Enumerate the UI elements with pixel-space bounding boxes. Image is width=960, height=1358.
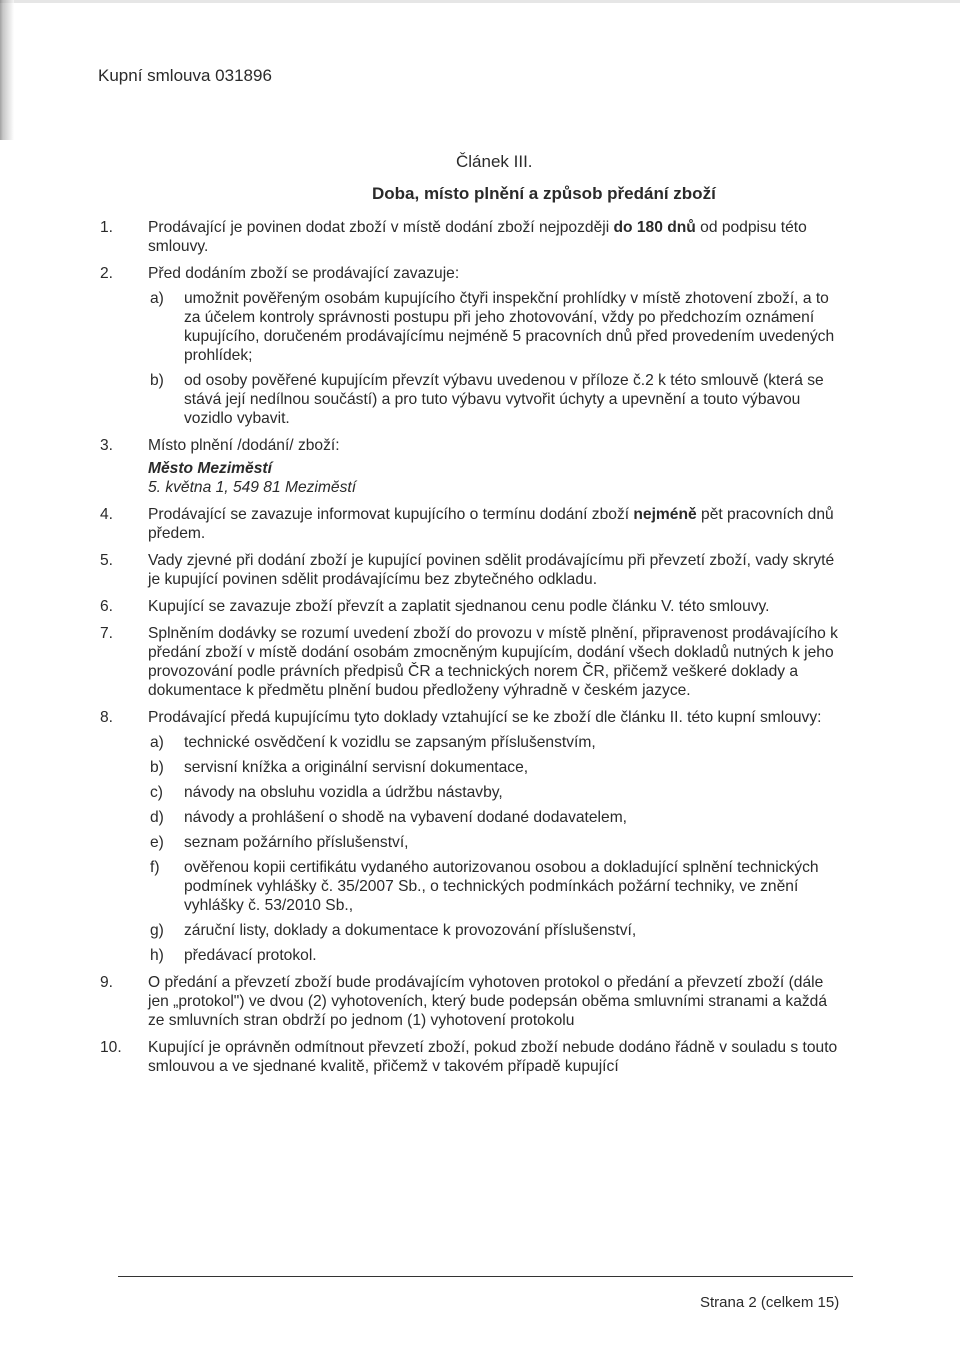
clause-number: 8.	[100, 709, 114, 726]
clause-2	[100, 264, 840, 428]
list-item-text: servisní knížka a originální servisní dokumentace,	[184, 759, 529, 776]
list-item-text: předávací protokol.	[184, 947, 317, 964]
list-item-text: seznam požárního příslušenství,	[184, 834, 409, 851]
clause-4	[100, 505, 840, 543]
clause-text: Před dodáním zboží se prodávající zavazuje:	[148, 265, 460, 282]
clause-text: od podpisu této smlouvy.	[148, 219, 807, 255]
clause-1	[100, 218, 840, 256]
list-item	[148, 921, 840, 940]
clause-text: Prodávající je povinen dodat zboží v místě dodání zboží nejpozději	[148, 219, 614, 236]
clause-6	[100, 597, 840, 616]
page-number: Strana 2 (celkem 15)	[700, 1294, 840, 1311]
clause-text: Kupující je oprávněn odmítnout převzetí zboží, pokud zboží nebude dodáno řádně v souladu s touto smlouvou a ve sjednané kvalitě, přičemž v takovém případě kupující	[148, 1039, 838, 1075]
list-item	[148, 833, 840, 852]
clause-3	[100, 436, 840, 497]
list-item-text: ověřenou kopii certifikátu vydaného autorizovanou osobou a dokladující splnění technických podmínek vyhlášky č. 35/2007 Sb., o technických podmínkách požární techniky, ve znění vyhlášky č. 53/2010 Sb.,	[184, 859, 819, 914]
clause-9	[100, 973, 840, 1030]
list-item-text: záruční listy, doklady a dokumentace k provozování příslušenství,	[184, 922, 637, 939]
clause-7	[100, 624, 840, 700]
article-number: Článek III.	[456, 152, 533, 171]
list-item-label: g)	[150, 922, 164, 939]
clause-number: 9.	[100, 974, 114, 991]
sub-item	[148, 289, 840, 365]
clause-text: Vady zjevné při dodání zboží je kupující povinen sdělit prodávajícímu při převzetí zboží, vady skryté je kupující povinen sdělit prodávajícímu bez zbytečného odkladu.	[148, 552, 835, 588]
clause-text: O předání a převzetí zboží bude prodávajícím vyhotoven protokol o předání a převzetí zboží (dále jen „protokol") ve dvou (2) vyhotoveních, který bude podepsán oběma smluvními stranami a každá ze smluvních stran obdrží po jednom (1) vyhotovení protokolu	[148, 974, 828, 1029]
clause-text: Prodávající se zavazuje informovat kupujícího o termínu dodání zboží	[148, 506, 634, 523]
list-item-text: návody na obsluhu vozidla a údržbu nástavby,	[184, 784, 503, 801]
list-item	[148, 733, 840, 752]
document-header: Kupní smlouva 031896	[98, 66, 272, 85]
clause-number: 7.	[100, 625, 114, 642]
clause-number: 2.	[100, 265, 114, 282]
footer-divider	[118, 1276, 853, 1277]
clause-number: 1.	[100, 219, 114, 236]
clause-text: Kupující se zavazuje zboží převzít a zaplatit sjednanou cenu podle článku V. této smlouvy.	[148, 598, 770, 615]
list-item	[148, 946, 840, 965]
list-item-label: e)	[150, 834, 164, 851]
list-item-label: a)	[150, 734, 164, 751]
article-title: Doba, místo plnění a způsob předání zboží	[372, 184, 716, 203]
clause-8	[100, 708, 840, 965]
clause-number: 4.	[100, 506, 114, 523]
article-body	[100, 218, 840, 1084]
list-item	[148, 783, 840, 802]
list-item-label: d)	[150, 809, 164, 826]
sub-item	[148, 371, 840, 428]
place-name: Město Mezimĕstí	[148, 460, 272, 477]
clause-5	[100, 551, 840, 589]
clause-number: 5.	[100, 552, 114, 569]
sub-item-label: a)	[150, 290, 164, 307]
clause-text: pět pracovních dnů předem.	[148, 506, 834, 542]
clause-number: 10.	[100, 1039, 122, 1056]
document-list	[148, 733, 840, 965]
clause-text-bold: nejméně	[633, 506, 697, 523]
clause-number: 3.	[100, 437, 114, 454]
list-item-text: návody a prohlášení o shodě na vybavení dodané dodavatelem,	[184, 809, 628, 826]
clause-text: Prodávající předá kupujícímu tyto doklady vztahující se ke zboží dle článku II. této kupní smlouvy:	[148, 709, 822, 726]
list-item-label: b)	[150, 759, 164, 776]
clause-text: Místo plnění /dodání/ zboží:	[148, 437, 340, 454]
list-item	[148, 758, 840, 777]
place-address: 5. května 1, 549 81 Mezimĕstí	[148, 479, 357, 496]
sub-item-label: b)	[150, 372, 164, 389]
clause-10	[100, 1038, 840, 1076]
list-item-text: technické osvědčení k vozidlu se zapsaným příslušenstvím,	[184, 734, 596, 751]
scan-shadow	[0, 0, 14, 140]
scan-top-edge	[0, 0, 960, 3]
list-item-label: h)	[150, 947, 164, 964]
delivery-place	[148, 459, 840, 497]
list-item	[148, 858, 840, 915]
clause-text-bold: do 180 dnů	[613, 219, 696, 236]
sub-item-text: od osoby pověřené kupujícím převzít výbavu uvedenou v příloze č.2 k této smlouvě (která se stává její nedílnou součástí) a pro tuto výbavu vytvořit úchyty a upevnění a touto výbavou vozidlo vybavit.	[184, 372, 824, 427]
clause-text: Splněním dodávky se rozumí uvedení zboží do provozu v místě plnění, připravenost prodávajícího k předání zboží v místě dodání osobám zmocněným kupujícím, dodání všech dokladů nutných k jeho provozování podle právních předpisů ČR a technických norem ČR, přičemž veškeré doklady a dokumentace k předmětu plnění budou předloženy výhradně v českém jazyce.	[148, 625, 838, 699]
sub-item-text: umožnit pověřeným osobám kupujícího čtyři inspekční prohlídky v místě zhotovení zboží, a to za účelem kontroly správnosti postupu při jeho zhotovování, vždy po předchozím oznámení kupujícího, doručeném prodávajícímu nejméně 5 pracovních dnů před provedením uvedených prohlídek;	[184, 290, 835, 364]
list-item-label: f)	[150, 859, 160, 876]
clause-number: 6.	[100, 598, 114, 615]
list-item	[148, 808, 840, 827]
list-item-label: c)	[150, 784, 163, 801]
